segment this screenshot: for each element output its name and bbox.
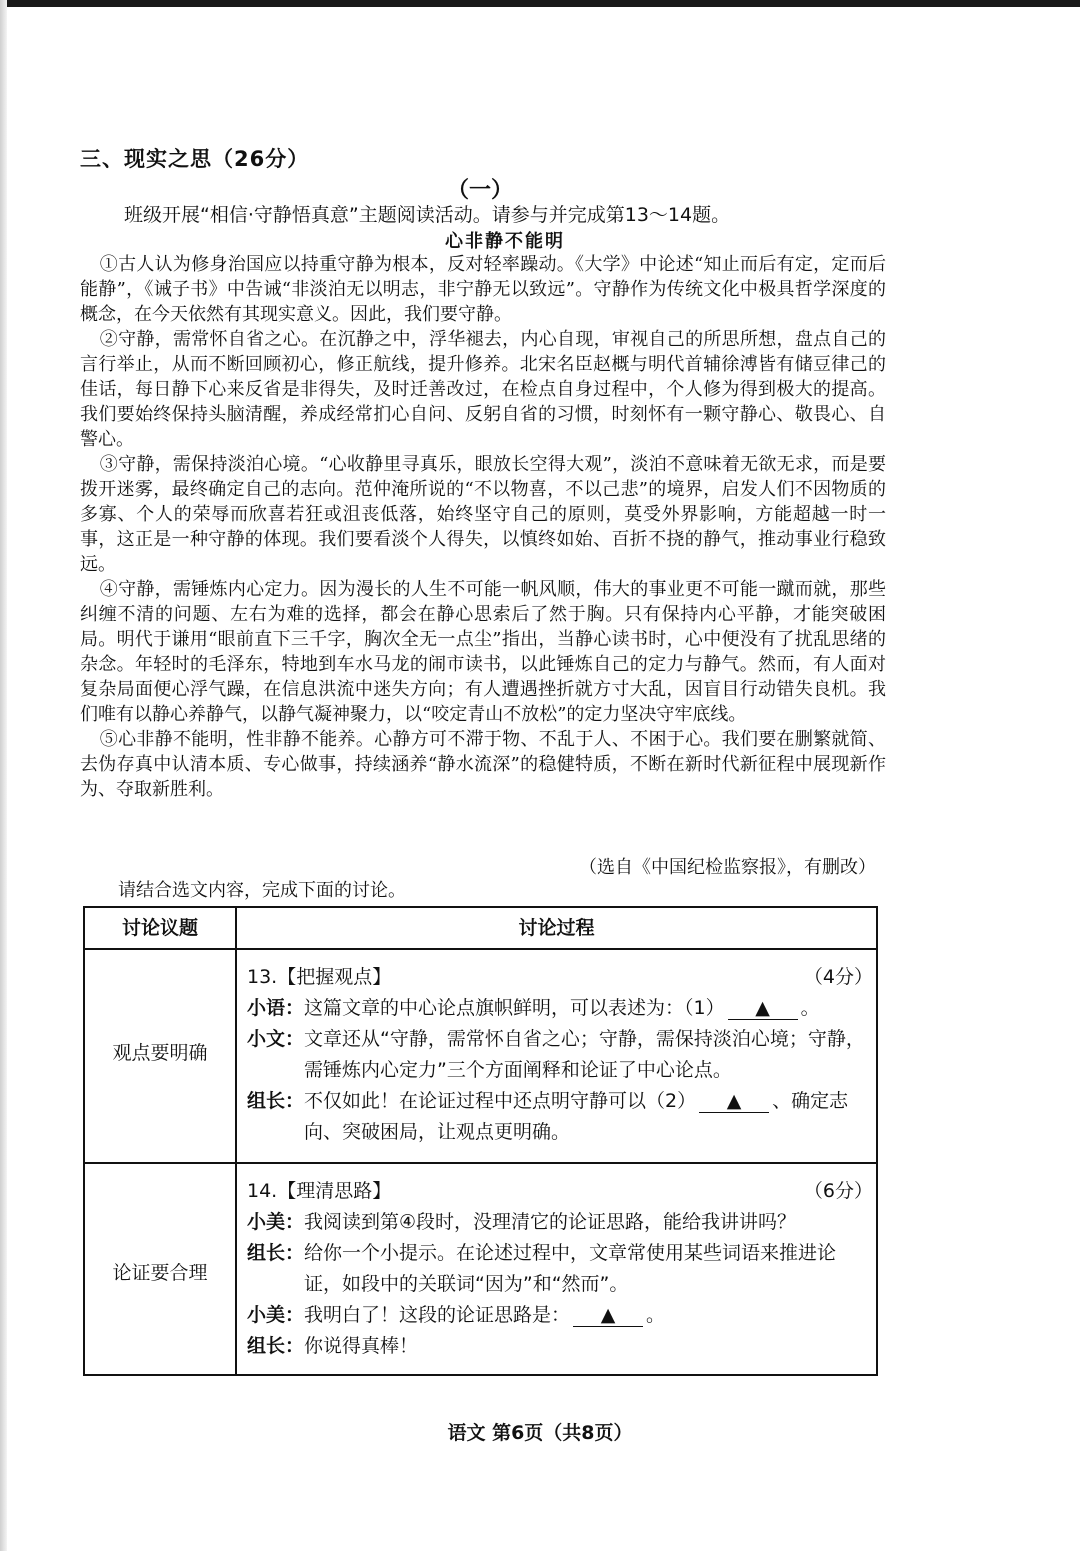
- intro-text: 班级开展“相信·守静悟真意”主题阅读活动。请参与并完成第13～14题。: [124, 204, 731, 226]
- answer-blank-14[interactable]: ▲: [573, 1304, 643, 1327]
- discussion-table: [83, 906, 878, 1376]
- question-13-title: 13.【把握观点】: [247, 966, 392, 988]
- speech-text-end: 。: [800, 997, 820, 1019]
- speaker: 小文：: [247, 1028, 305, 1050]
- instruction-text: 请结合选文内容，完成下面的讨论。: [118, 880, 406, 901]
- speech: 文章还从“守静，需常怀自省之心；守静，需保持淡泊心境；守静，需锤炼内心定力”三个方面阐释和论证了中心论点。: [304, 1028, 865, 1081]
- header-divider: [85, 948, 876, 950]
- speech: 给你一个小提示。在论述过程中，文章常使用某些词语来推进论证，如段中的关联词“因为”和“然而”。: [304, 1242, 837, 1295]
- header-process: 讨论过程: [518, 917, 595, 939]
- speech-text-end: 。: [646, 1304, 666, 1326]
- speech: 我阅读到第④段时，没理清它的论证思路，能给我讲讲吗？: [304, 1211, 797, 1233]
- dialogue-line: [247, 1024, 873, 1086]
- question-13-header: [247, 962, 873, 993]
- speaker: 小美：: [247, 1304, 305, 1326]
- speaker: 组长：: [247, 1090, 305, 1112]
- process-q13: [247, 962, 873, 1148]
- question-13-score: （4分）: [803, 966, 873, 988]
- question-14-score: （6分）: [803, 1180, 873, 1202]
- article-body: [80, 252, 886, 802]
- speech: [304, 1300, 873, 1331]
- speaker: 小美：: [247, 1211, 305, 1233]
- speech: [304, 1086, 873, 1148]
- speaker: 小语：: [247, 997, 305, 1019]
- speaker: 组长：: [247, 1335, 305, 1357]
- speech-text: 这篇文章的中心论点旗帜鲜明，可以表述为：（1）: [304, 997, 725, 1019]
- paragraph-3: ③守静，需保持淡泊心境。“心收静里寻真乐，眼放长空得大观”，淡泊不意味着无欲无求，而是要拨开迷雾，最终确定自己的志向。范仲淹所说的“不以物喜，不以己悲”的境界，启发人们不因物质的多寡、个人的荣辱而欣喜若狂或沮丧低落，始终坚守自己的原则，莫受外界影响，方能超越一时一事，这正是一种守静的体现。我们要看淡个人得失，以慎终如始、百折不挠的静气，推动事业行稳致远。: [80, 454, 886, 575]
- speaker: 组长：: [247, 1242, 305, 1264]
- article-source: （选自《中国纪检监察报》，有删改）: [579, 857, 876, 878]
- scan-top-edge: [0, 0, 1080, 7]
- scan-left-edge: [0, 0, 7, 1551]
- answer-blank-13-2[interactable]: ▲: [699, 1090, 769, 1113]
- topic-viewpoint: 观点要明确: [112, 1042, 208, 1064]
- dialogue-line: [247, 1086, 873, 1148]
- dialogue-line: [247, 1238, 873, 1300]
- dialogue-line: [247, 1300, 873, 1331]
- dialogue-line: [247, 1331, 873, 1362]
- speech-text: 不仅如此！在论证过程中还点明守静可以（2）: [304, 1090, 697, 1112]
- answer-blank-13-1[interactable]: ▲: [728, 997, 798, 1020]
- speech: [304, 993, 873, 1024]
- section-heading: 三、现实之思（26分）: [80, 147, 310, 171]
- paragraph-2: ②守静，需常怀自省之心。在沉静之中，浮华褪去，内心自现，审视自己的所思所想，盘点自己的言行举止，从而不断回顾初心，修正航线，提升修养。北宋名臣赵概与明代首辅徐溥皆有储豆律己的佳话，每日静下心来反省是非得失，及时迁善改过，在检点自身过程中，个人修为得到极大的提高。我们要始终保持头脑清醒，养成经常扪心自问、反躬自省的习惯，时刻怀有一颗守静心、敬畏心、自警心。: [80, 329, 886, 450]
- process-q14: [247, 1176, 873, 1362]
- part-number: （一）: [446, 178, 513, 203]
- paragraph-1: ①古人认为修身治国应以持重守静为根本，反对轻率躁动。《大学》中论述“知止而后有定，定而后能静”，《诫子书》中告诫“非淡泊无以明志，非宁静无以致远”。守静作为传统文化中极具哲学深度的概念，在今天依然有其现实意义。因此，我们要守静。: [80, 254, 886, 325]
- question-14-title: 14.【理清思路】: [247, 1180, 392, 1202]
- dialogue-line: [247, 993, 873, 1024]
- speech: 你说得真棒！: [304, 1335, 419, 1357]
- paragraph-4: ④守静，需锤炼内心定力。因为漫长的人生不可能一帆风顺，伟大的事业更不可能一蹴而就，那些纠缠不清的问题、左右为难的选择，都会在静心思索后了然于胸。只有保持内心平静，才能突破困局。明代于谦用“眼前直下三千字，胸次全无一点尘”指出，当静心读书时，心中便没有了扰乱思绪的杂念。年轻时的毛泽东，特地到车水马龙的闹市读书，以此锤炼自己的定力与静气。然而，有人面对复杂局面便心浮气躁，在信息洪流中迷失方向；有人遭遇挫折就方寸大乱，因盲目行动错失良机。我们唯有以静心养静气，以静气凝神聚力，以“咬定青山不放松”的定力坚决守牢底线。: [80, 579, 886, 725]
- speech-text-end: 、确定志向、突破困局，让观点更明确。: [304, 1090, 849, 1143]
- question-14-header: [247, 1176, 873, 1207]
- column-divider: [235, 908, 237, 1374]
- article-title: 心非静不能明: [445, 231, 565, 252]
- dialogue-line: [247, 1207, 873, 1238]
- row-divider: [85, 1162, 876, 1164]
- paragraph-5: ⑤心非静不能明，性非静不能养。心静方可不滞于物、不乱于人、不困于心。我们要在删繁就简、去伪存真中认清本质、专心做事，持续涵养“静水流深”的稳健特质，不断在新时代新征程中展现新作为、夺取新胜利。: [80, 729, 886, 800]
- topic-argument: 论证要合理: [112, 1262, 208, 1284]
- header-topic: 讨论议题: [121, 917, 198, 939]
- speech-text: 我明白了！这段的论证思路是：: [304, 1304, 571, 1326]
- page-footer: 语文 第6页（共8页）: [447, 1422, 633, 1444]
